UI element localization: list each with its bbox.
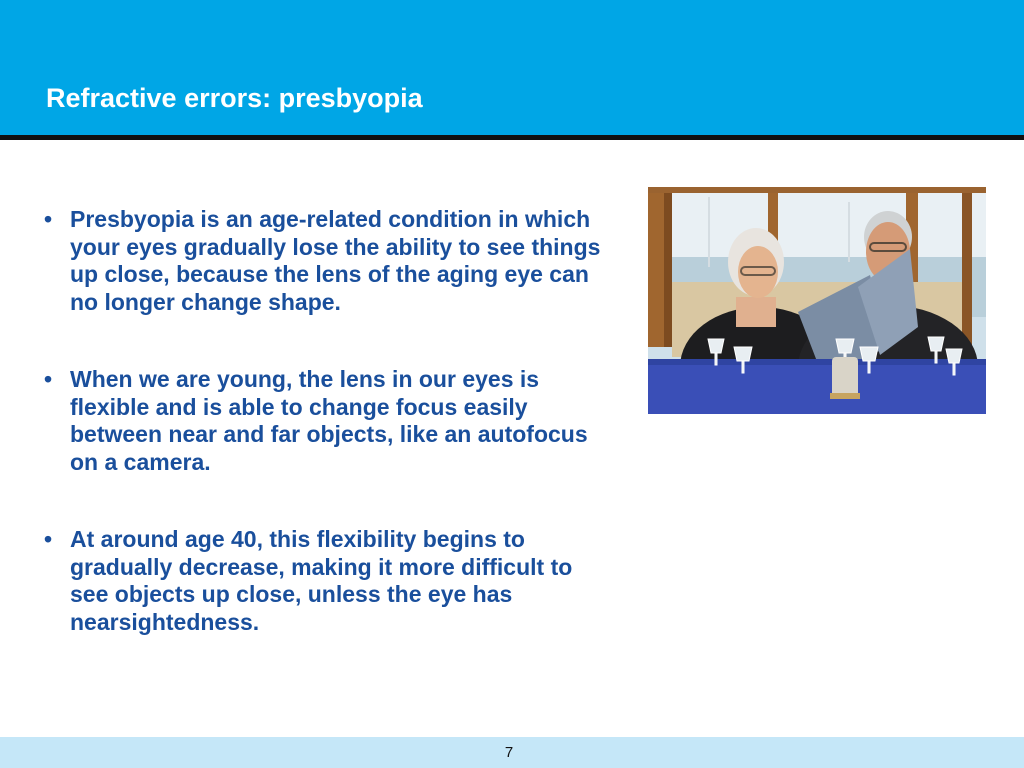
bullet-item: • At around age 40, this flexibility begins to gradually decrease, making it more difficult to see objects up close, unless the eye has nearsightedness. xyxy=(44,526,609,636)
older-couple-reading-menu-photo xyxy=(648,187,986,414)
bullet-list xyxy=(44,206,609,686)
header-bar xyxy=(0,0,1024,135)
page-number xyxy=(0,737,1024,768)
page-number-text: 7 xyxy=(504,744,514,761)
slide-title: Refractive errors: presbyopia xyxy=(46,83,423,113)
bullet-item: • Presbyopia is an age-related condition in which your eyes gradually lose the ability to see things up close, because the lens of the aging eye can no longer change shape. xyxy=(44,206,609,316)
photo-illustration xyxy=(648,187,986,414)
footer-bar xyxy=(0,737,1024,768)
bullet-item: • When we are young, the lens in our eyes is flexible and is able to change focus easily between near and far objects, like an autofocus on a camera. xyxy=(44,366,609,476)
header-divider xyxy=(0,135,1024,140)
